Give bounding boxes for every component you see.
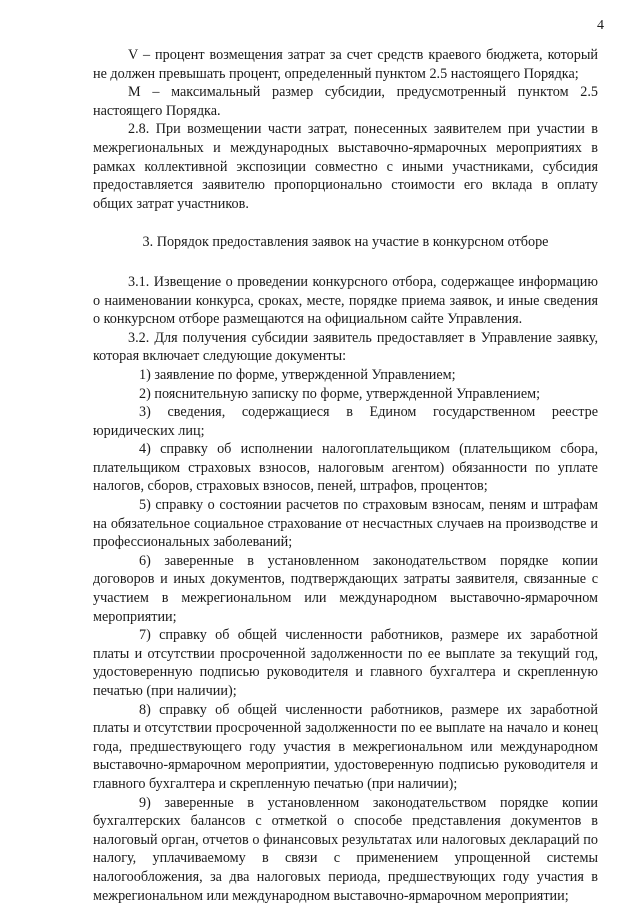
document-body [93,46,598,905]
paragraph-3-1: 3.1. Извещение о проведении конкурсного отбора, содержащее информацию о наименовании конкурса, сроках, месте, порядке приема заявок, и иные сведения о конкурсном отборе размещаются на официальном сайте Управления. [93,273,598,328]
list-item: 2) пояснительную записку по форме, утвержденной Управлением; [139,385,541,402]
section-heading: 3. Порядок предоставления заявок на участие в конкурсном отборе [142,234,549,251]
list-item: 9) заверенные в установленном законодательством порядке копии бухгалтерских балансов с отметкой о способе представления документов в налоговый орган, отчетов о финансовых результатах или налоговых деклараций по налогу, уплачиваемому в связи с применением упрощенной системы налогообложения, за два налоговых периода, предшествующих году участия в межрегиональном или международном выставочно-ярмарочном мероприятии; [93,794,598,904]
list-item: 7) справку об общей численности работников, размере их заработной платы и отсутствии просроченной задолженности по ее выплате за текущий год, удостоверенную подписью руководителя и главного бухгалтера и скрепленную печатью (при наличии); [93,627,598,699]
list-item: 3) сведения, содержащиеся в Едином государственном реестре юридических лиц; [93,404,598,439]
paragraph-m-definition: M – максимальный размер субсидии, предусмотренный пунктом 2.5 настоящего Порядка. [93,84,598,119]
paragraph-v-definition: V – процент возмещения затрат за счет средств краевого бюджета, который не должен превышать процент, определенный пунктом 2.5 настоящего Порядка; [93,47,598,82]
paragraph-3-2: 3.2. Для получения субсидии заявитель предоставляет в Управление заявку, которая включает следующие документы: [93,329,598,365]
list-item: 5) справку о состоянии расчетов по страховым взносам, пеням и штрафам на обязательное социальное страхование от несчастных случаев на производстве и профессиональных заболеваний; [93,497,598,551]
list-item: 8) справку об общей численности работников, размере их заработной платы и отсутствии просроченной задолженности по ее выплате на начало и конец года, предшествующего году участия в межрегиональном или международном выставочно-ярмарочном мероприятии, удостоверенную подписью руководителя и главного бухгалтера и скрепленную печатью (при наличии); [93,701,598,792]
paragraph-2-8: 2.8. При возмещении части затрат, понесенных заявителем при участии в межрегиональных и международных выставочно-ярмарочных мероприятиях в рамках коллективной экспозиции совместно с иными участниками, субсидия предоставляется заявителю пропорционально стоимости его вклада в оплату общих затрат участников. [93,121,598,212]
list-item: 6) заверенные в установленном законодательством порядке копии договоров и иных документов, подтверждающих затраты заявителя, связанные с участием в межрегиональном или международном выставочно-ярмарочном мероприятии; [93,552,598,625]
list-item: 4) справку об исполнении налогоплательщиком (плательщиком сбора, плательщиком страховых взносов, налоговым агентом) обязанности по уплате налогов, сборов, страховых взносов, пеней, штрафов, процентов; [93,441,598,495]
list-item: 1) заявление по форме, утвержденной Управлением; [139,366,456,383]
page-number: 4 [597,18,604,33]
